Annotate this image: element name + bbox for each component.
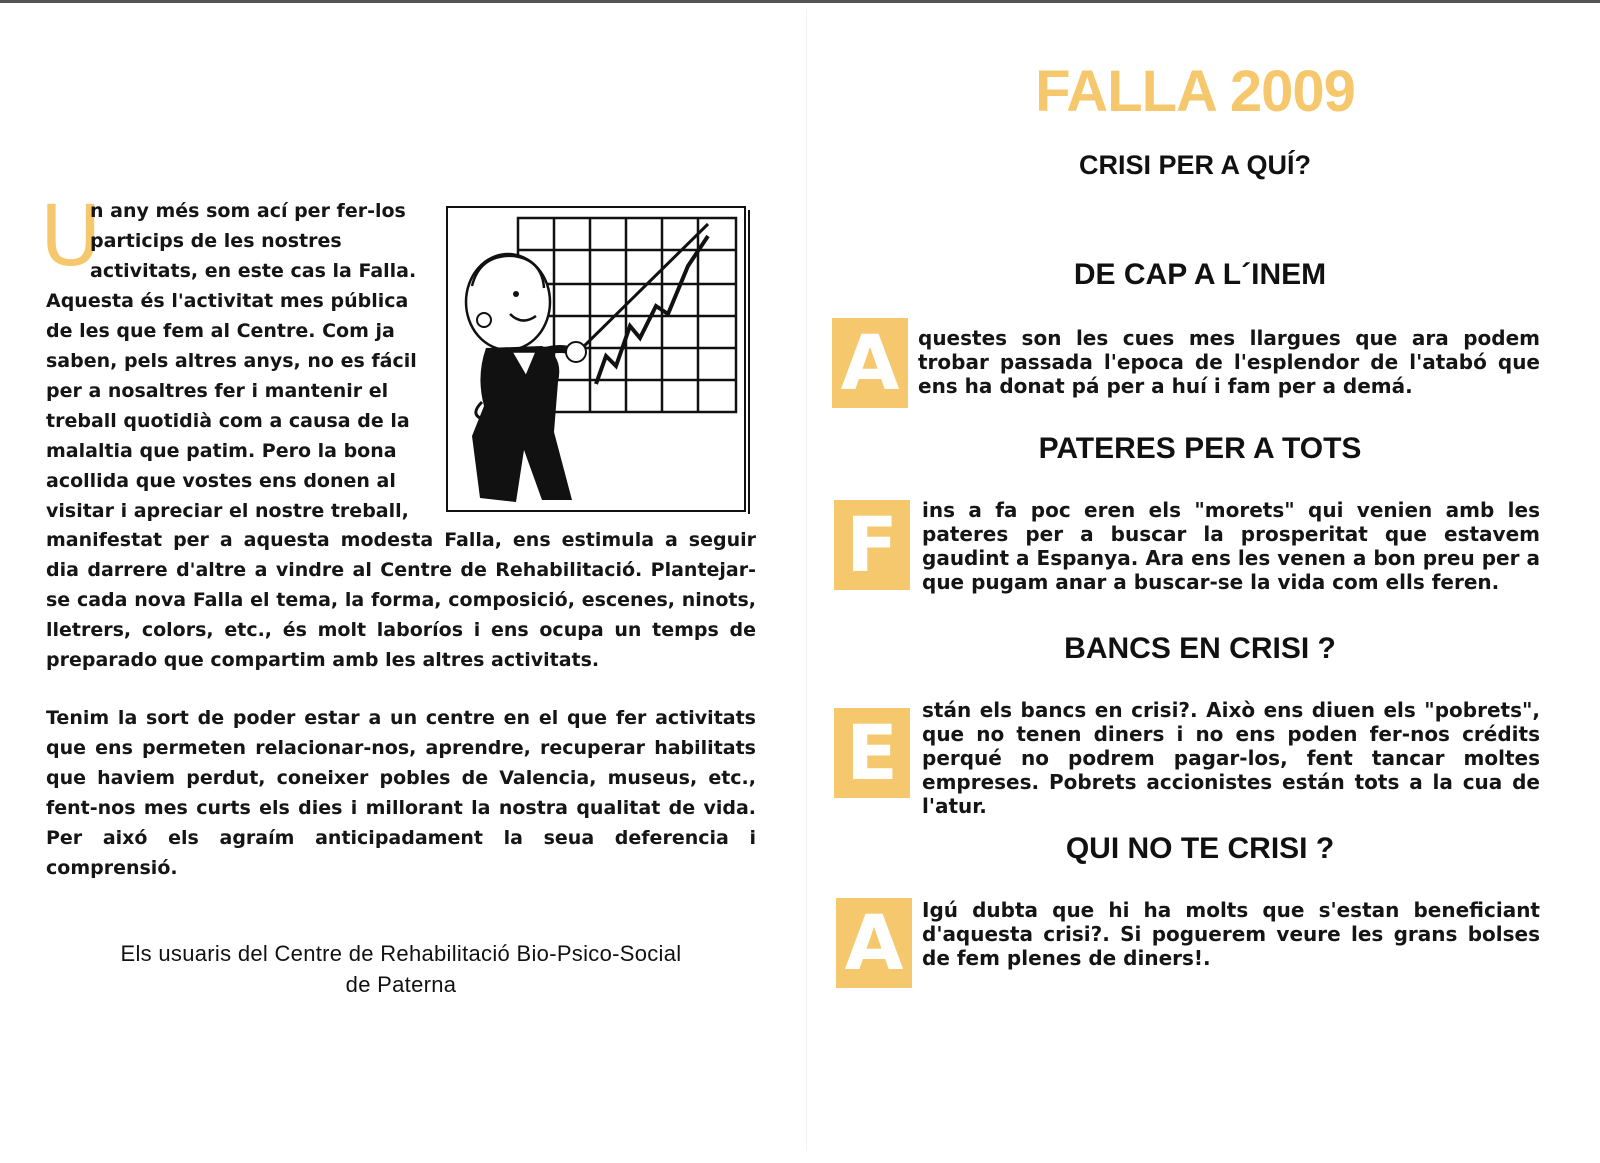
section-heading-4: QUI NO TE CRISI ? <box>1065 832 1335 865</box>
intro-dropcap: U <box>40 187 102 285</box>
section-text-4: Igú dubta que hi ha molts que s'estan beneficiant d'aquesta crisi?. Si poguerem veure les grans bolses de fem plenes de diners!. <box>922 898 1540 970</box>
intro-paragraph <box>40 187 432 526</box>
page-fold <box>806 10 807 1150</box>
signature-line-2: de Paterna <box>345 972 457 997</box>
section-text-1: questes son les cues mes llargues que ara podem trobar passada l'epoca de l'esplendor de l'atabó que ens ha donat pá per a huí i fam per a demá. <box>918 326 1540 398</box>
section-letter-3: E <box>834 708 910 798</box>
signature <box>46 938 756 1000</box>
body-text <box>46 525 756 883</box>
section-heading-2: PATERES PER A TOTS <box>1038 432 1362 465</box>
section-letter-2: F <box>834 500 910 590</box>
scan-top-edge <box>0 0 1600 3</box>
section-text-2: ins a fa poc eren els "morets" qui venien amb les pateres per a buscar la prosperitat que estavem gaudint a Espanya. Ara ens les venen a bon preu per a que pugam anar a buscar-se la vida com ells feren. <box>922 498 1540 594</box>
section-heading-1: DE CAP A L´INEM <box>1073 258 1327 291</box>
intro-text: n any més som ací per fer-los particips de les nostres activitats, en este cas la Falla. Aquesta és l'activitat mes pública de les que fem al Centre. Com ja saben, pels altres anys, no es fácil per a nosaltres fer i mantenir el treball quotidià com a causa de la malaltia que patim. Pero la bona acollida que vostes ens donen al visitar i apreciar el nostre treball, <box>46 200 417 522</box>
paragraph-continued: manifestat per a aquesta modesta Falla, ens estimula a seguir dia darrere d'altre a vindre al Centre de Rehabilitació. Plantejar-se cada nova Falla el tema, la forma, composició, escenes, ninots, lletrers, colors, etc., és molt laboríos i ens ocupa un temps de preparado que compartim amb les altres activitats. <box>46 529 756 671</box>
paragraph-2: Tenim la sort de poder estar a un centre en el que fer activitats que ens permeten relacionar-nos, aprendre, recuperar habilitats que haviem perdut, coneixer pobles de Valencia, museus, etc., fent-nos mes curts els dies i millorant la nostra qualitat de vida. Per aixó els agraím anticipadament la seua deferencia i comprensió. <box>46 707 756 879</box>
page-subtitle: CRISI PER A QUÍ? <box>1078 150 1312 180</box>
businessman-chart-illustration <box>446 206 752 522</box>
section-heading-3: BANCS EN CRISI ? <box>1064 632 1336 665</box>
page-title: FALLA 2009 <box>1035 59 1355 124</box>
section-letter-1: A <box>832 318 908 408</box>
section-letter-4: A <box>836 898 912 988</box>
signature-line-1: Els usuaris del Centre de Rehabilitació Bio-Psico-Social <box>120 941 682 966</box>
section-text-3: stán els bancs en crisi?. Això ens diuen els "pobrets", que no tenen diners i no ens poden fer-nos crédits perqué no podrem pagar-los, fent tancar moltes empreses. Pobrets accionistes están tots a la cua de l'atur. <box>922 698 1540 818</box>
